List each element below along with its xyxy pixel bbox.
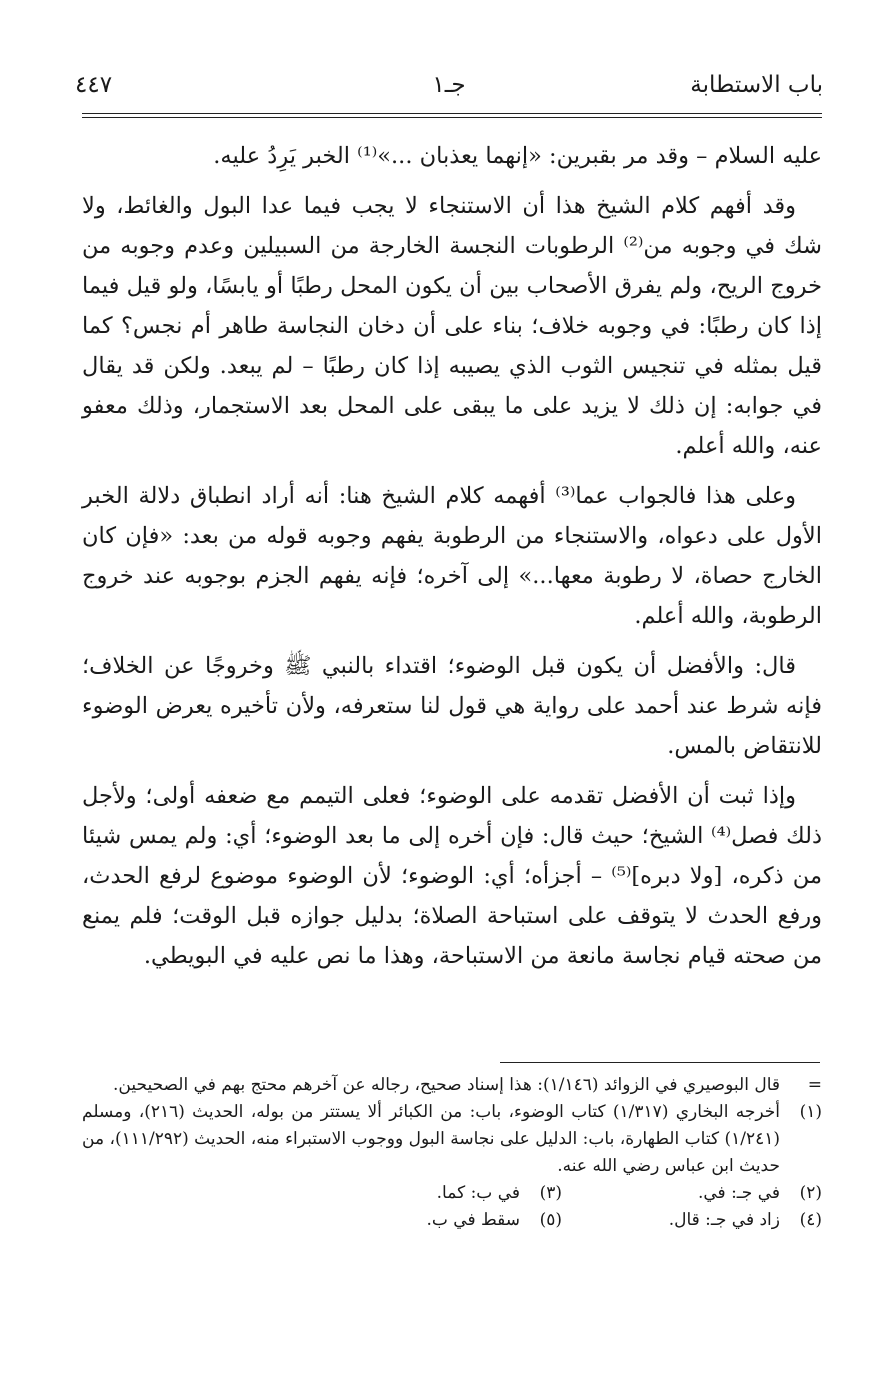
volume-label: جـ١ <box>432 72 466 98</box>
header-rule <box>82 113 822 114</box>
paragraph-3: وعلى هذا فالجواب عما⁽³⁾ أفهمه كلام الشيخ هنا: أنه أراد انطباق دلالة الخبر الأول على دعواه، والاستنجاء من الرطوبة يفهم وجوبه قوله من بعد: «فإن كان الخارج حصاة، لا رطوبة معها...» إلى آخره؛ فإنه يفهم الجزم بوجوبه عند خروج الرطوبة، والله أعلم. <box>82 483 822 629</box>
footnote-number: (١) <box>799 1102 822 1122</box>
footnote-1 <box>82 1099 822 1180</box>
footnote-row <box>82 1180 822 1207</box>
paragraph-2: وقد أفهم كلام الشيخ هذا أن الاستنجاء لا يجب فيما عدا البول والغائط، ولا شك في وجوبه من⁽²⁾ الرطوبات النجسة الخارجة من السبيلين وعدم وجوبه من خروج الريح، ولم يفرق الأصحاب بين أن يكون المحل رطبًا أو يابسًا، ولو قيل فيما إذا كان رطبًا: في وجوبه خلاف؛ بناء على أن دخان النجاسة طاهر أم نجس؟ كما قيل بمثله في تنجيس الثوب الذي يصيبه إذا كان رطبًا – لم يبعد. ولكن قد يقال في جوابه: إن ذلك لا يزيد على ما يبقى على المحل بعد الاستجمار، وذلك معفو عنه، والله أعلم. <box>82 193 822 459</box>
header-rule-thin <box>82 117 822 118</box>
chapter-title: باب الاستطابة <box>690 72 823 98</box>
footnote-marker: = <box>807 1075 822 1095</box>
footnote-text: أخرجه البخاري (١/٣١٧) كتاب الوضوء، باب: من الكبائر ألا يستتر من بوله، الحديث (٢١٦)، ومسلم (١/٢٤١) كتاب الطهارة، باب: الدليل على نجاسة البول ووجوب الاستبراء منه، الحديث (١١١/٢٩٢)، من حديث ابن عباس رضي الله عنه. <box>82 1102 780 1176</box>
footnote-text: سقط في ب. <box>426 1210 520 1230</box>
footnote-5 <box>302 1207 562 1234</box>
footnote-text: في ب: كما. <box>436 1183 520 1203</box>
footnotes <box>82 1072 822 1234</box>
footnote-number: (٤) <box>799 1210 822 1230</box>
page-number: ٤٤٧ <box>75 72 113 98</box>
main-text <box>82 136 822 986</box>
paragraph-1: عليه السلام – وقد مر بقبرين: «إنهما يعذبان ...»⁽¹⁾ الخبر يَرِدُ عليه. <box>213 143 822 169</box>
footnote-text: قال البوصيري في الزوائد (١/١٤٦): هذا إسناد صحيح، رجاله عن آخرهم محتج بهم في الصحيحين. <box>113 1075 780 1095</box>
page-header <box>75 72 823 108</box>
footnote-continuation <box>82 1072 822 1099</box>
footnote-4 <box>562 1207 822 1234</box>
footnote-text: زاد في جـ: قال. <box>668 1210 780 1230</box>
footnote-text: في جـ: في. <box>697 1183 780 1203</box>
footnote-row <box>82 1207 822 1234</box>
footnote-3 <box>302 1180 562 1207</box>
footnote-number: (٢) <box>799 1183 822 1203</box>
footnote-number: (٣) <box>539 1183 562 1203</box>
footnote-number: (٥) <box>539 1210 562 1230</box>
paragraph-5: وإذا ثبت أن الأفضل تقدمه على الوضوء؛ فعلى التيمم مع ضعفه أولى؛ ولأجل ذلك فصل⁽⁴⁾ الشيخ؛ حيث قال: فإن أخره إلى ما بعد الوضوء؛ أي: ولم يمس شيئا من ذكره، [ولا دبره]⁽⁵⁾ – أجزأه؛ أي: الوضوء؛ لأن الوضوء موضوع لرفع الحدث، ورفع الحدث لا يتوقف على استباحة الصلاة؛ بدليل جوازه قبل الوقت؛ فلم يمنع من صحته قيام نجاسة مانعة من الاستباحة، وهذا ما نص عليه في البويطي. <box>82 783 822 969</box>
footnote-separator <box>500 1062 820 1063</box>
paragraph-4: قال: والأفضل أن يكون قبل الوضوء؛ اقتداء بالنبي ﷺ وخروجًا عن الخلاف؛ فإنه شرط عند أحمد على رواية هي قول لنا ستعرفه، ولأن تأخيره يعرض الوضوء للانتقاض بالمس. <box>82 653 822 759</box>
footnote-2 <box>562 1180 822 1207</box>
